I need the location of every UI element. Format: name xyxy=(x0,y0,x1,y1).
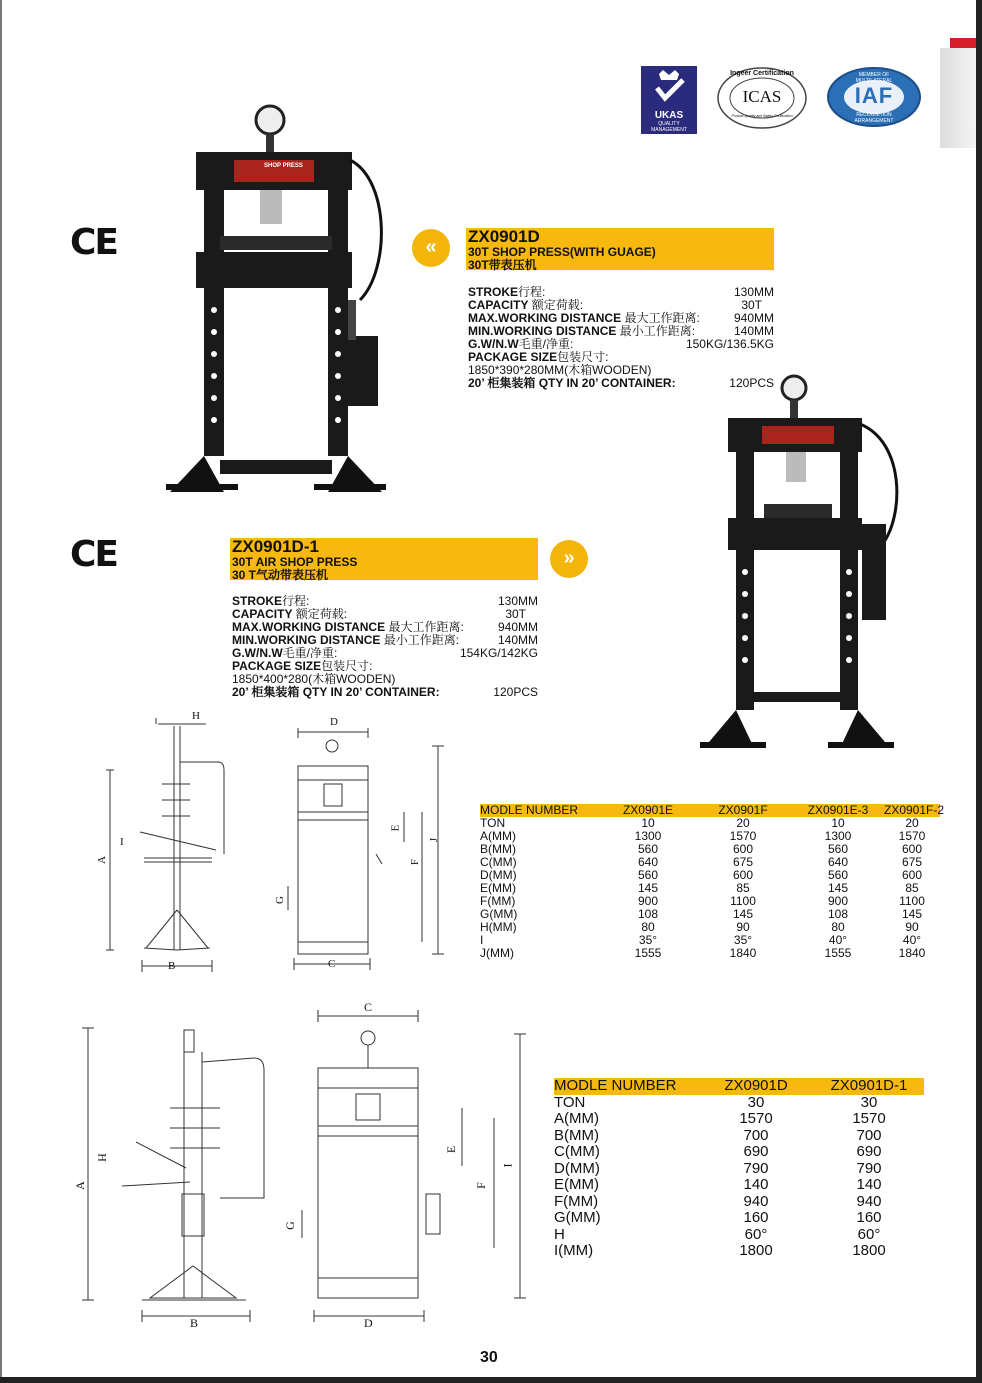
container-value: 120PCS xyxy=(729,376,774,390)
table-row xyxy=(554,1243,924,1260)
technical-drawing-1 xyxy=(86,710,474,994)
dim-label-i: I xyxy=(120,836,124,848)
table-cell: 700 xyxy=(856,1126,882,1144)
table-cell: 145 xyxy=(637,881,659,895)
spec-value: 940MM xyxy=(497,620,538,634)
table-row xyxy=(480,843,940,856)
spec-label: G.W/N.W xyxy=(468,337,519,351)
table-header xyxy=(480,803,945,817)
table-cell: 160 xyxy=(856,1209,882,1226)
spec-label: MAX.WORKING DISTANCE xyxy=(232,620,386,634)
table-cell: 80 xyxy=(831,920,845,934)
prev-arrow-button[interactable]: « xyxy=(412,229,450,267)
table-cell: 60° xyxy=(857,1225,881,1243)
iaf-bottom-text: RECOGNITION ARRANGEMENT xyxy=(854,112,894,124)
table-cell: 90 xyxy=(736,920,750,934)
table-cell: C(MM) xyxy=(554,1143,600,1160)
table-cell: TON xyxy=(554,1093,586,1111)
spec-label: PACKAGE SIZE xyxy=(232,659,322,673)
shop-press-image-1 xyxy=(160,100,400,492)
table-cell: H xyxy=(554,1225,565,1243)
table-cell: H(MM) xyxy=(480,920,517,934)
table-row xyxy=(480,921,940,934)
table-cell: 1840 xyxy=(898,946,926,960)
table-cell: 1570 xyxy=(729,829,757,843)
spec-label-cn: 毛重/净重: xyxy=(518,337,574,351)
spec-value: 30T xyxy=(505,607,526,621)
spec-label: CAPACITY xyxy=(468,298,529,312)
table-row xyxy=(554,1128,924,1145)
table-cell: 1800 xyxy=(852,1242,886,1259)
table-cell: 40° xyxy=(828,933,848,947)
table-cell: 940 xyxy=(856,1192,882,1210)
table-cell: 640 xyxy=(827,855,849,869)
table-cell: 80 xyxy=(641,920,655,934)
package-size: 1850*390*280MM(木箱WOODEN) xyxy=(468,363,652,377)
technical-drawing-2 xyxy=(70,998,532,1340)
table-cell: I(MM) xyxy=(554,1242,594,1259)
spec-value: 130MM xyxy=(497,594,538,608)
product1-banner xyxy=(466,228,774,270)
spec-label-cn: 行程: xyxy=(282,594,310,608)
dim-label-j: J xyxy=(428,837,441,843)
table-row xyxy=(554,1194,924,1211)
dim-label-d: D xyxy=(330,716,338,728)
table-row xyxy=(480,947,940,960)
spec-label-cn: 额定荷载: xyxy=(292,607,348,621)
container-label: 20’ 柜集装箱 QTY IN 20’ CONTAINER: xyxy=(232,685,440,699)
product2-specs xyxy=(232,595,538,699)
table-cell: F(MM) xyxy=(480,894,516,908)
table-cell: 640 xyxy=(637,855,659,869)
table-cell: 30 xyxy=(860,1093,878,1111)
corner-decoration xyxy=(940,48,976,148)
table-cell: E(MM) xyxy=(480,881,516,895)
page-number: 30 xyxy=(480,1349,498,1366)
table-row xyxy=(554,1210,924,1227)
spec-label: STROKE xyxy=(232,594,283,608)
table-cell: 1300 xyxy=(824,829,852,843)
table-header-cell: ZX0901E-3 xyxy=(807,803,869,817)
crown-check-icon xyxy=(641,66,697,106)
product1-model: ZX0901D xyxy=(468,227,540,246)
table-cell: 10 xyxy=(641,816,655,830)
table-cell: J(MM) xyxy=(480,946,514,960)
table-cell: 85 xyxy=(736,881,750,895)
table-row xyxy=(480,817,940,830)
page-left-border xyxy=(0,0,2,1383)
red-corner-strip xyxy=(950,38,976,48)
table-cell: D(MM) xyxy=(480,868,517,882)
table-cell: 35° xyxy=(638,933,658,947)
table-cell: E(MM) xyxy=(554,1176,599,1193)
table-cell: 600 xyxy=(901,842,923,856)
table-cell: 700 xyxy=(743,1126,769,1144)
table-cell: 60° xyxy=(744,1225,768,1243)
product1-name-en: 30T SHOP PRESS(WITH GUAGE) xyxy=(468,245,656,259)
table-cell: B(MM) xyxy=(554,1126,599,1144)
icas-top-text: Ingeer Certification xyxy=(730,70,794,77)
container-value: 120PCS xyxy=(493,685,538,699)
container-label: 20’ 柜集装箱 QTY IN 20’ CONTAINER: xyxy=(468,376,676,390)
icas-bottom-text: Product Quality and Safety Certification xyxy=(731,114,793,118)
table-row xyxy=(554,1161,924,1178)
spec-label: STROKE xyxy=(468,285,519,299)
ukas-sub2: MANAGEMENT xyxy=(651,127,687,133)
table-row xyxy=(480,895,940,908)
dim-label-a: A xyxy=(72,1181,87,1190)
table-header-cell: ZX0901D xyxy=(724,1077,788,1094)
table-cell: 1570 xyxy=(898,829,926,843)
table-row xyxy=(554,1144,924,1161)
table-row xyxy=(480,856,940,869)
table-header-cell: ZX0901E xyxy=(622,803,674,817)
table-cell: 1555 xyxy=(824,946,852,960)
table-cell: 1570 xyxy=(739,1110,773,1127)
table-cell: 600 xyxy=(901,868,923,882)
table-cell: 20 xyxy=(905,816,919,830)
table-cell: 1100 xyxy=(899,894,925,908)
table-cell: 560 xyxy=(827,868,849,882)
table-cell: 1570 xyxy=(852,1110,886,1127)
table-cell: 560 xyxy=(637,842,659,856)
table-cell: C(MM) xyxy=(480,855,517,869)
iaf-logo xyxy=(826,66,922,128)
spec-label: MAX.WORKING DISTANCE xyxy=(468,311,622,325)
dim-label-c: C xyxy=(328,958,336,970)
spec-value: 140MM xyxy=(733,324,774,338)
dim-label-a: A xyxy=(95,856,108,864)
dim-label-h: H xyxy=(192,710,200,722)
dim-label-c: C xyxy=(364,1000,373,1014)
dim-label-d: D xyxy=(364,1316,373,1330)
dim-label-h: H xyxy=(94,1153,109,1162)
dim-label-g: G xyxy=(282,1221,297,1230)
table-cell: 560 xyxy=(827,842,849,856)
spec-label-cn: 包装尺寸: xyxy=(321,659,373,673)
ce-mark-2: CE xyxy=(70,534,118,575)
table-cell: A(MM) xyxy=(480,829,516,843)
table-cell: 20 xyxy=(736,816,750,830)
spec-value: 150KG/136.5KG xyxy=(685,337,774,351)
table-cell: 108 xyxy=(827,907,849,921)
spec-label-cn: 最大工作距离: xyxy=(621,311,700,325)
table-cell: 160 xyxy=(743,1209,769,1226)
table-cell: 790 xyxy=(856,1159,882,1177)
ukas-logo xyxy=(641,66,697,134)
dim-label-i: I xyxy=(500,1163,515,1168)
spec-label: MIN.WORKING DISTANCE xyxy=(468,324,617,338)
dim-label-e: E xyxy=(389,824,402,832)
table-cell: 940 xyxy=(743,1192,769,1210)
table-cell: 85 xyxy=(905,881,919,895)
table-row xyxy=(554,1095,924,1112)
product2-model: ZX0901D-1 xyxy=(232,537,319,556)
ukas-sub1: QUALITY xyxy=(658,121,680,127)
ukas-text: UKAS xyxy=(654,110,684,121)
dim-label-b: B xyxy=(168,960,176,972)
table-cell: 10 xyxy=(831,816,845,830)
table-cell: 35° xyxy=(733,933,753,947)
table-cell: 900 xyxy=(637,894,659,908)
table-cell: 140 xyxy=(743,1176,769,1193)
table-cell: 600 xyxy=(732,842,754,856)
table-header xyxy=(554,1078,924,1095)
table-row xyxy=(480,934,940,947)
table-cell: 1300 xyxy=(634,829,662,843)
dim-label-b: B xyxy=(190,1316,199,1330)
table-cell: 1840 xyxy=(729,946,757,960)
table-row xyxy=(480,869,940,882)
dim-label-g: G xyxy=(273,896,286,904)
spec-label-cn: 行程: xyxy=(518,285,546,299)
container-row xyxy=(232,686,538,699)
product2-name-en: 30T AIR SHOP PRESS xyxy=(232,555,358,569)
iaf-main-text: IAF xyxy=(854,83,894,108)
spec-label-cn: 包装尺寸: xyxy=(557,350,609,364)
table-header-cell: MODLE NUMBER xyxy=(480,803,579,817)
table-cell: 40° xyxy=(902,933,922,947)
ce-mark-1: CE xyxy=(70,222,118,263)
table-cell: 790 xyxy=(743,1159,769,1177)
shop-press-image-2 xyxy=(694,372,916,754)
page-bottom-border xyxy=(0,1377,982,1383)
spec-label-cn: 最小工作距离: xyxy=(616,324,696,338)
table-cell: 675 xyxy=(901,855,923,869)
table-cell: A(MM) xyxy=(554,1110,599,1127)
table-cell: G(MM) xyxy=(554,1209,601,1226)
spec-label-cn: 最小工作距离: xyxy=(380,633,460,647)
table-header-cell: MODLE NUMBER xyxy=(554,1077,677,1094)
table-cell: 1555 xyxy=(634,946,662,960)
table-row xyxy=(554,1111,924,1128)
spec-table-2 xyxy=(554,1078,924,1260)
table-row xyxy=(554,1227,924,1244)
table-row xyxy=(480,830,940,843)
table-cell: F(MM) xyxy=(554,1192,599,1210)
machine-plate-1: SHOP PRESS xyxy=(264,163,303,169)
table-cell: 108 xyxy=(637,907,659,921)
page-right-border xyxy=(976,0,982,1383)
table-cell: 900 xyxy=(827,894,849,908)
spec-label-cn: 毛重/净重: xyxy=(282,646,338,660)
spec-value: 154KG/142KG xyxy=(459,646,538,660)
icas-main-text: ICAS xyxy=(742,87,782,106)
spec-label: G.W/N.W xyxy=(232,646,283,660)
table-cell: 690 xyxy=(743,1143,769,1160)
table-cell: 600 xyxy=(732,868,754,882)
table-cell: 145 xyxy=(732,907,754,921)
table-cell: 30 xyxy=(747,1093,765,1111)
table-cell: G(MM) xyxy=(480,907,518,921)
spec-label: CAPACITY xyxy=(232,607,293,621)
table-header-cell: ZX0901D-1 xyxy=(830,1077,908,1094)
next-arrow-button[interactable]: » xyxy=(550,540,588,578)
table-header-cell: ZX0901F-2 xyxy=(884,803,945,817)
table-cell: 1800 xyxy=(739,1242,773,1259)
iaf-top-text: MEMBER OF MULTILATERAL xyxy=(855,72,893,84)
table-cell: 690 xyxy=(856,1143,882,1160)
spec-value: 130MM xyxy=(733,285,774,299)
spec-label: MIN.WORKING DISTANCE xyxy=(232,633,381,647)
product1-name-cn: 30T带表压机 xyxy=(468,258,537,272)
table-cell: 145 xyxy=(901,907,923,921)
table-cell: I xyxy=(480,933,484,947)
product2-banner xyxy=(230,538,538,580)
spec-label-cn: 最大工作距离: xyxy=(385,620,464,634)
table-cell: 560 xyxy=(637,868,659,882)
spec-table-1 xyxy=(480,803,945,960)
spec-value: 30T xyxy=(741,298,762,312)
table-row xyxy=(480,908,940,921)
product2-name-cn: 30 T气动带表压机 xyxy=(232,568,329,582)
spec-value: 140MM xyxy=(497,633,538,647)
table-cell: 145 xyxy=(827,881,849,895)
package-size: 1850*400*280(木箱WOODEN) xyxy=(232,672,396,686)
table-cell: B(MM) xyxy=(480,842,516,856)
icas-logo xyxy=(716,66,808,130)
table-row xyxy=(480,882,940,895)
spec-value: 940MM xyxy=(733,311,774,325)
dim-label-f: F xyxy=(409,858,422,866)
dim-label-e: E xyxy=(444,1145,459,1154)
spec-label: PACKAGE SIZE xyxy=(468,350,558,364)
table-cell: 1100 xyxy=(730,894,756,908)
table-cell: 675 xyxy=(732,855,754,869)
dim-label-f: F xyxy=(473,1182,488,1189)
table-cell: D(MM) xyxy=(554,1159,600,1177)
table-cell: TON xyxy=(480,816,506,830)
table-cell: 90 xyxy=(905,920,919,934)
table-row xyxy=(554,1177,924,1194)
table-header-cell: ZX0901F xyxy=(718,803,768,817)
spec-label-cn: 额定荷载: xyxy=(528,298,584,312)
table-cell: 140 xyxy=(856,1176,882,1193)
